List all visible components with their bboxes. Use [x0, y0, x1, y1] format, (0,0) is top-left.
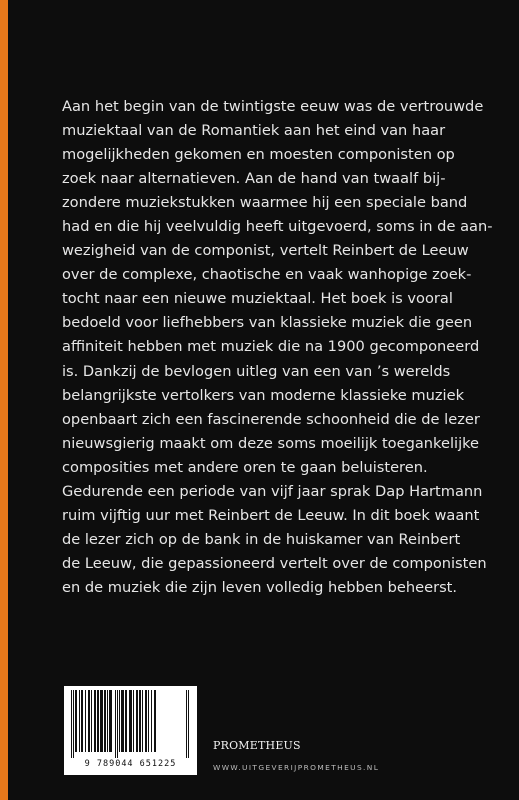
- barcode-bar: [125, 690, 127, 752]
- blurb-line: tocht naar een nieuwe muziektaal. Het boek is vooral: [62, 290, 453, 308]
- barcode-bar: [186, 690, 187, 758]
- blurb-line: ruim vijftig uur met Reinbert de Leeuw. In dit boek waant: [62, 506, 480, 524]
- barcode-bar: [109, 690, 112, 752]
- barcode-bar: [133, 690, 134, 752]
- barcode-bar: [117, 690, 118, 758]
- barcode-bar: [88, 690, 90, 752]
- barcode-bar: [139, 690, 141, 752]
- barcode-bar: [73, 690, 74, 758]
- blurb-line: zoek naar alternatieven. Aan de hand van twaalf bij-: [62, 170, 446, 188]
- barcode-bar: [107, 690, 108, 752]
- barcode-bars: [69, 690, 192, 758]
- blurb-line: bedoeld voor liefhebbers van klassieke muziek die geen: [62, 314, 473, 332]
- blurb-line: affiniteit hebben met muziek die na 1900 gecomponeerd: [62, 338, 480, 356]
- barcode-bar: [151, 690, 152, 752]
- barcode-bar: [75, 690, 77, 752]
- blurb-line: had en die hij veelvuldig heeft uitgevoerd, soms in de aan-: [62, 218, 493, 236]
- blurb-line: Gedurende een periode van vijf jaar sprak Dap Hartmann: [62, 482, 483, 500]
- barcode-bar: [129, 690, 132, 752]
- barcode-bar: [188, 690, 189, 758]
- barcode-bar: [121, 690, 124, 752]
- barcode-bar: [104, 690, 106, 752]
- barcode-bar: [71, 690, 72, 758]
- blurb-line: en de muziek die zijn leven volledig hebben beheerst.: [62, 578, 458, 596]
- book-spine-edge: [0, 0, 8, 800]
- barcode-bar: [81, 690, 83, 752]
- blurb-line: zondere muziekstukken waarmee hij een speciale band: [62, 194, 468, 212]
- publisher-url[interactable]: WWW.UITGEVERIJPROMETHEUS.NL: [213, 763, 380, 772]
- blurb-line: nieuwsgierig maakt om deze soms moeilijk toegankelijke: [62, 434, 480, 452]
- barcode-bar: [145, 690, 147, 752]
- blurb-line: de Leeuw, die gepassioneerd vertelt over de componisten: [62, 554, 487, 572]
- barcode-bar: [115, 690, 116, 758]
- isbn-barcode: [64, 686, 197, 775]
- barcode-bar: [154, 690, 156, 752]
- back-cover-blurb: [62, 95, 493, 600]
- barcode-bar: [119, 690, 120, 752]
- blurb-line: composities met andere oren te gaan beluisteren.: [62, 458, 428, 476]
- blurb-line: over de complexe, chaotische en vaak wanhopige zoek-: [62, 266, 472, 284]
- publisher-logo: PROMETHEUS: [213, 739, 301, 752]
- barcode-bar: [148, 690, 149, 752]
- blurb-line: belangrijkste vertolkers van moderne klassieke muziek: [62, 386, 465, 404]
- blurb-line: muziektaal van de Romantiek aan het eind van haar: [62, 122, 446, 140]
- isbn-number: 9 789044 651225: [84, 759, 177, 769]
- blurb-line: is. Dankzij de bevlogen uitleg van een van ’s werelds: [62, 362, 451, 380]
- barcode-bar: [142, 690, 143, 752]
- barcode-bar: [79, 690, 80, 752]
- barcode-bar: [100, 690, 103, 752]
- barcode-bar: [136, 690, 138, 752]
- blurb-line: wezigheid van de componist, vertelt Reinbert de Leeuw: [62, 242, 469, 260]
- barcode-bar: [97, 690, 99, 752]
- blurb-line: mogelijkheden gekomen en moesten componisten op: [62, 146, 455, 164]
- barcode-bar: [85, 690, 86, 752]
- blurb-line: openbaart zich een fascinerende schoonheid die de lezer: [62, 410, 480, 428]
- barcode-bar: [91, 690, 92, 752]
- barcode-bar: [94, 690, 96, 752]
- blurb-line: de lezer zich op de bank in de huiskamer van Reinbert: [62, 530, 461, 548]
- blurb-line: Aan het begin van de twintigste eeuw was de vertrouwde: [62, 98, 484, 115]
